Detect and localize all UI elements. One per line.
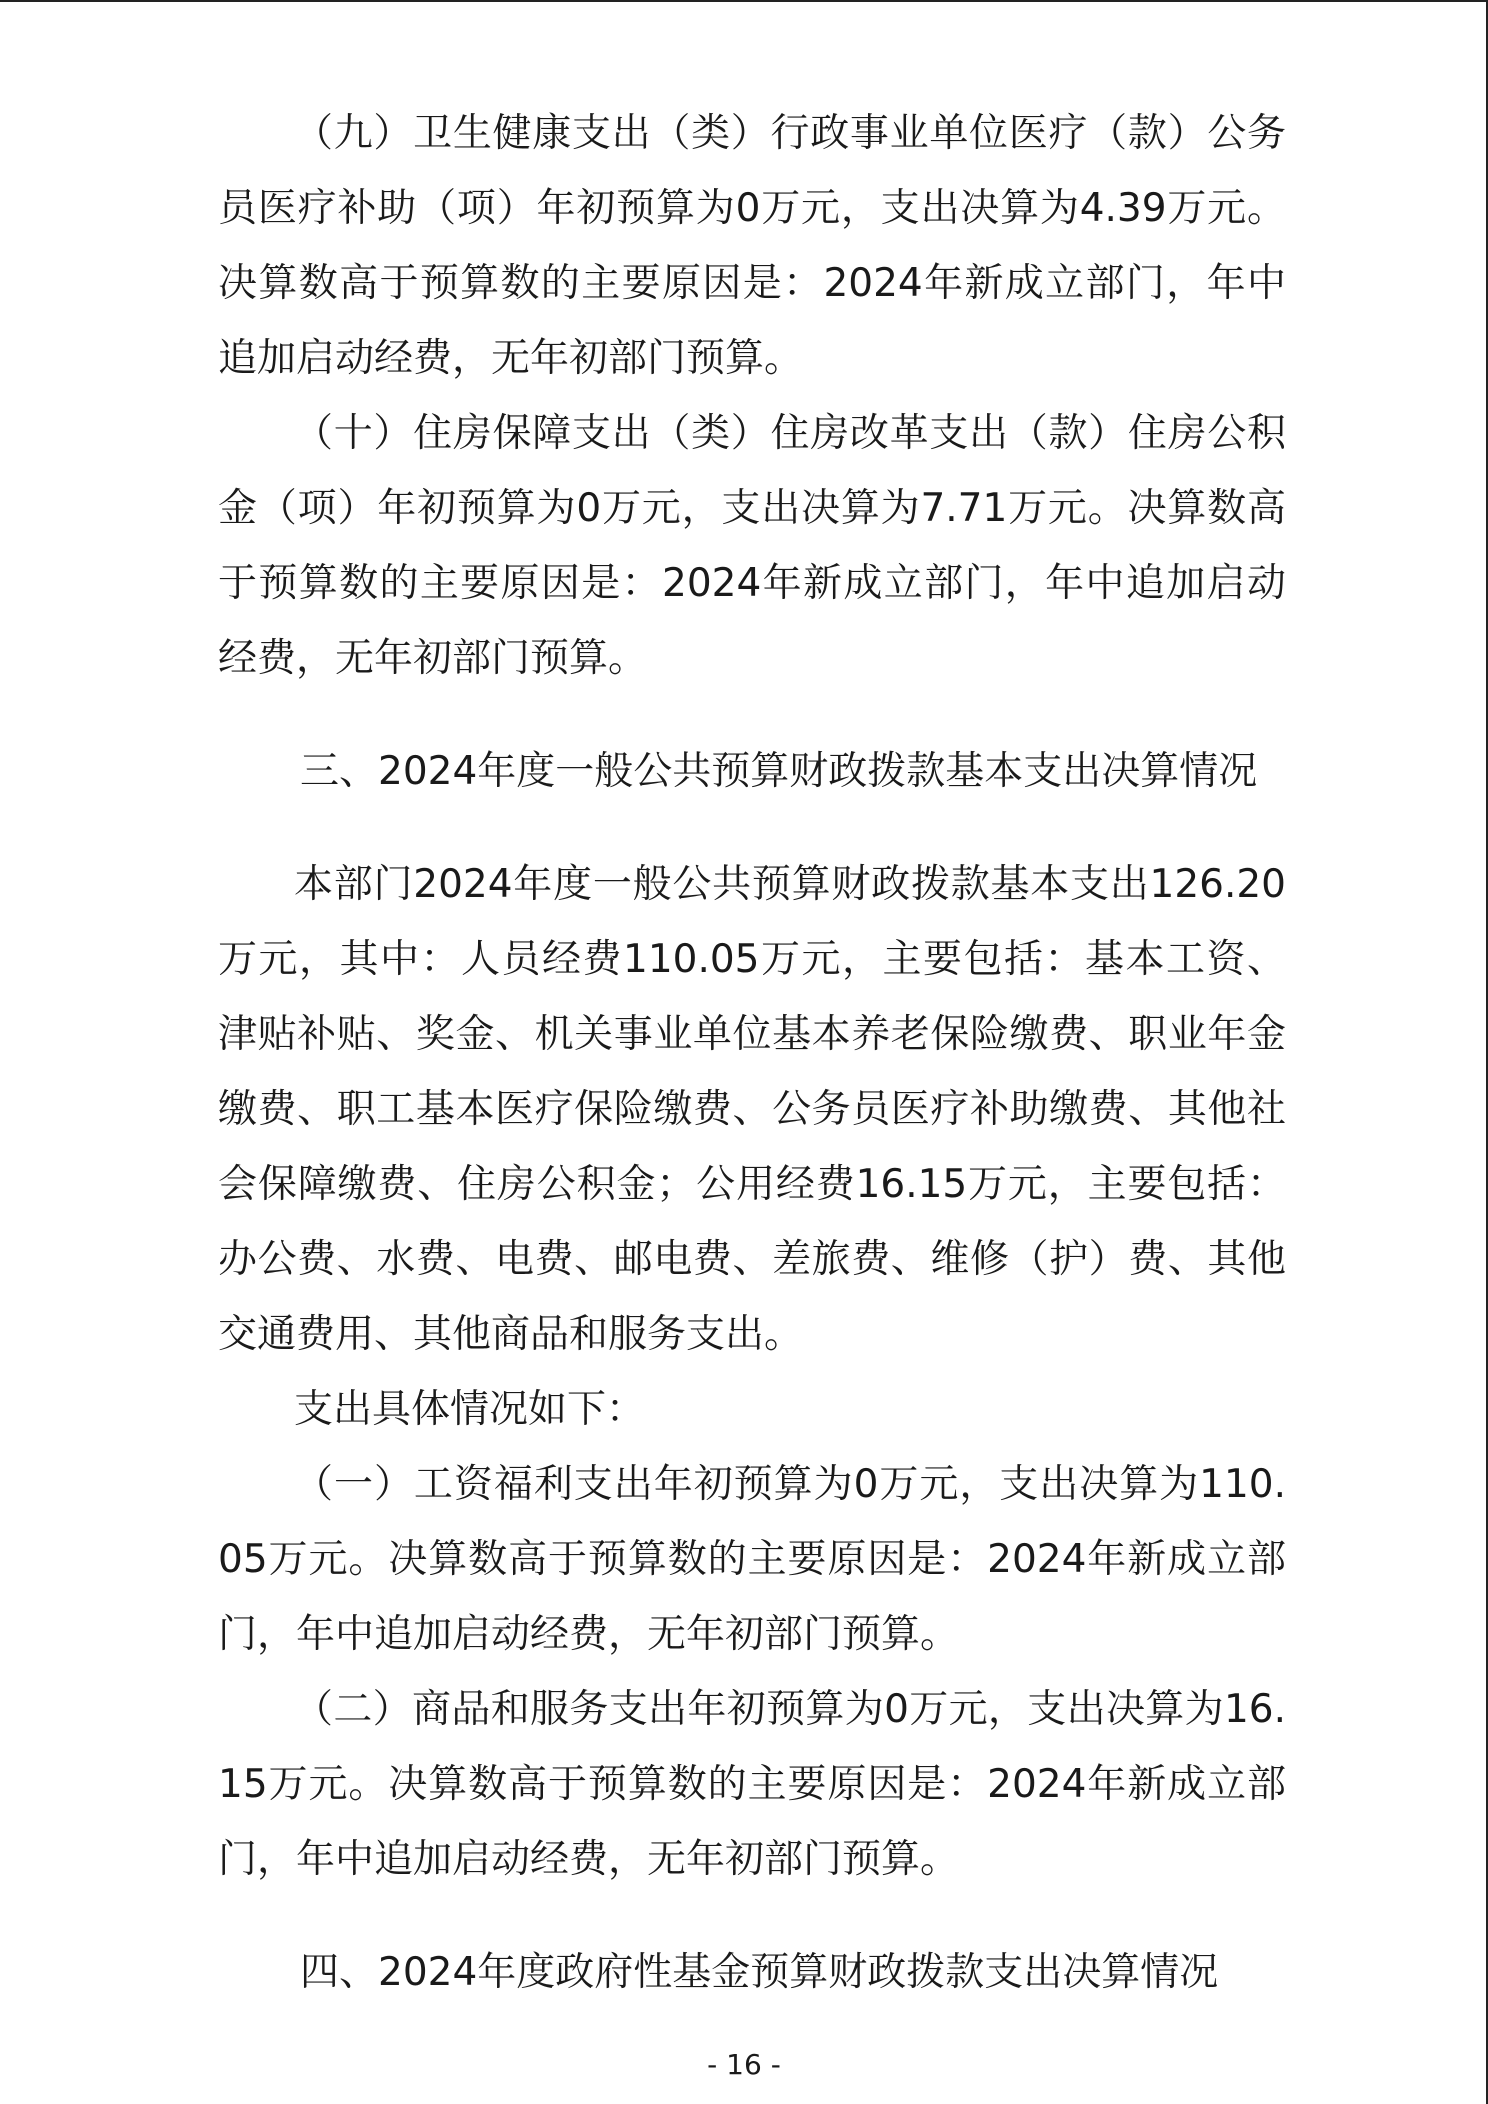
paragraph-health-expenditure: （九）卫生健康支出（类）行政事业单位医疗（款）公务员医疗补助（项）年初预算为0万元，支出决算为4.39万元。决算数高于预算数的主要原因是：2024年新成立部门，年中追加启动经费，无年初部门预算。 (218, 111, 1286, 381)
document-body (218, 96, 1286, 2010)
paragraph-wage-welfare: （一）工资福利支出年初预算为0万元，支出决算为110.05万元。决算数高于预算数的主要原因是：2024年新成立部门，年中追加启动经费，无年初部门预算。 (218, 1462, 1286, 1657)
spacer (218, 1897, 1286, 1935)
paragraph-goods-services: （二）商品和服务支出年初预算为0万元，支出决算为16.15万元。决算数高于预算数的主要原因是：2024年新成立部门，年中追加启动经费，无年初部门预算。 (218, 1687, 1286, 1882)
paragraph-housing-expenditure: （十）住房保障支出（类）住房改革支出（款）住房公积金（项）年初预算为0万元，支出决算为7.71万元。决算数高于预算数的主要原因是：2024年新成立部门，年中追加启动经费，无年初部门预算。 (218, 411, 1286, 681)
spacer (218, 696, 1286, 734)
paragraph-details-intro: 支出具体情况如下： (294, 1387, 646, 1432)
section-4-heading: 四、2024年度政府性基金预算财政拨款支出决算情况 (300, 1950, 1219, 1995)
page-number: - 16 - (707, 2048, 781, 2081)
spacer (218, 809, 1286, 847)
section-3-heading: 三、2024年度一般公共预算财政拨款基本支出决算情况 (300, 749, 1258, 794)
paragraph-basic-expenditure-summary: 本部门2024年度一般公共预算财政拨款基本支出126.20万元，其中：人员经费110.05万元，主要包括：基本工资、津贴补贴、奖金、机关事业单位基本养老保险缴费、职业年金缴费、职工基本医疗保险缴费、公务员医疗补助缴费、其他社会保障缴费、住房公积金；公用经费16.15万元，主要包括：办公费、水费、电费、邮电费、差旅费、维修（护）费、其他交通费用、其他商品和服务支出。 (218, 862, 1286, 1357)
